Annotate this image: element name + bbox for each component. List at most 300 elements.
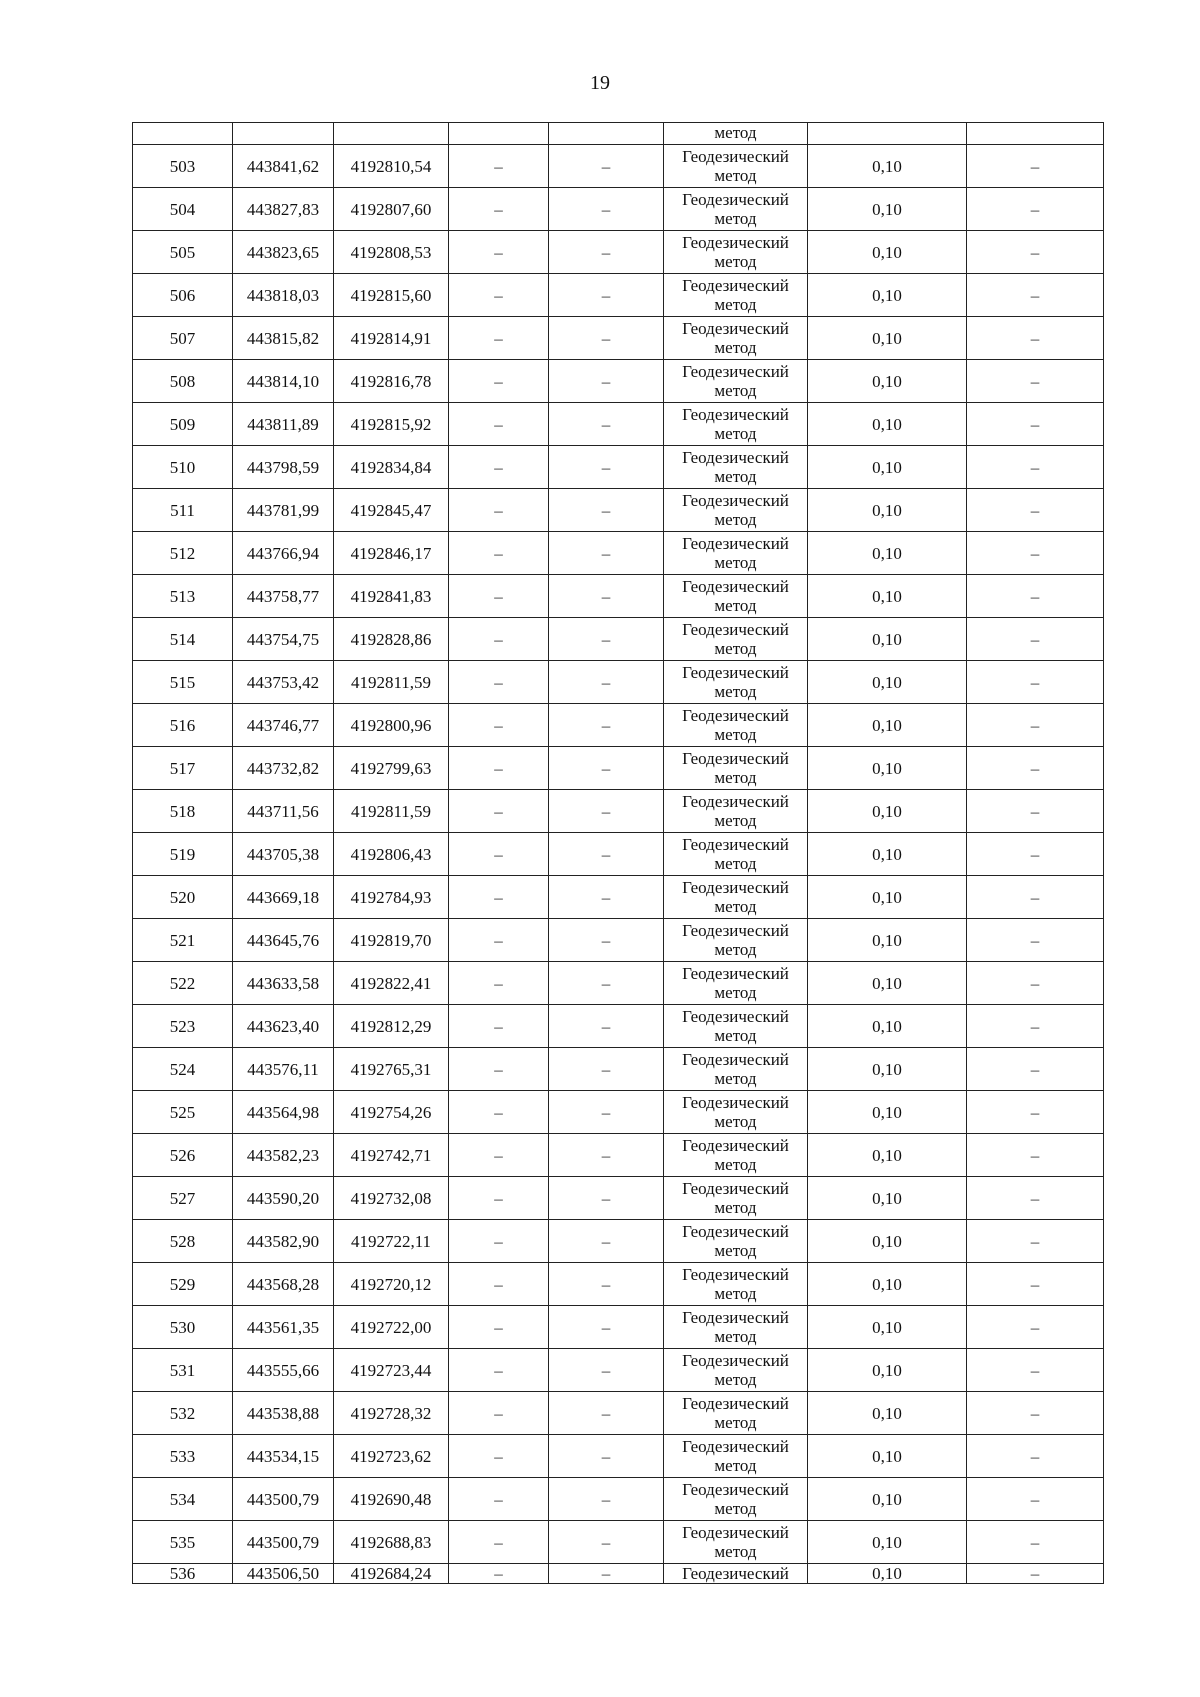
dash-cell: –	[549, 188, 664, 231]
table-row	[133, 1478, 1104, 1521]
y-coordinate-cell: 4192808,53	[334, 231, 449, 274]
dash-cell: –	[549, 1349, 664, 1392]
point-number-cell: 511	[133, 489, 233, 532]
x-coordinate-cell: 443818,03	[233, 274, 334, 317]
table-cell	[549, 123, 664, 145]
accuracy-cell: 0,10	[808, 1177, 967, 1220]
x-coordinate-cell: 443814,10	[233, 360, 334, 403]
table-row	[133, 747, 1104, 790]
table-row	[133, 1564, 1104, 1584]
dash-cell: –	[449, 704, 549, 747]
table-cell	[233, 123, 334, 145]
dash-cell: –	[449, 1048, 549, 1091]
method-line-2: метод	[714, 639, 757, 658]
y-coordinate-cell: 4192806,43	[334, 833, 449, 876]
dash-cell: –	[967, 833, 1104, 876]
accuracy-cell: 0,10	[808, 1263, 967, 1306]
point-number-cell: 513	[133, 575, 233, 618]
table-cell	[808, 123, 967, 145]
dash-cell: –	[967, 489, 1104, 532]
y-coordinate-cell: 4192754,26	[334, 1091, 449, 1134]
accuracy-cell: 0,10	[808, 575, 967, 618]
table-row	[133, 145, 1104, 188]
accuracy-cell: 0,10	[808, 618, 967, 661]
method-cell	[664, 403, 808, 446]
y-coordinate-cell: 4192841,83	[334, 575, 449, 618]
dash-cell: –	[549, 274, 664, 317]
x-coordinate-cell: 443669,18	[233, 876, 334, 919]
dash-cell: –	[549, 661, 664, 704]
method-line-2: метод	[714, 682, 757, 701]
dash-cell: –	[549, 1306, 664, 1349]
dash-cell: –	[449, 1478, 549, 1521]
method-line-1: Геодезический	[682, 792, 789, 811]
dash-cell: –	[449, 532, 549, 575]
dash-cell: –	[549, 747, 664, 790]
method-cell	[664, 1177, 808, 1220]
accuracy-cell: 0,10	[808, 962, 967, 1005]
dash-cell: –	[549, 1564, 664, 1584]
dash-cell: –	[549, 962, 664, 1005]
dash-cell: –	[967, 1091, 1104, 1134]
table-row	[133, 1306, 1104, 1349]
dash-cell: –	[449, 1134, 549, 1177]
point-number-cell: 520	[133, 876, 233, 919]
dash-cell: –	[967, 1521, 1104, 1564]
method-line-2: метод	[714, 897, 757, 916]
accuracy-cell: 0,10	[808, 274, 967, 317]
dash-cell: –	[967, 575, 1104, 618]
accuracy-cell: 0,10	[808, 1091, 967, 1134]
y-coordinate-cell: 4192810,54	[334, 145, 449, 188]
method-line-1: Геодезический	[682, 1394, 789, 1413]
dash-cell: –	[967, 274, 1104, 317]
method-line-2: метод	[714, 1284, 757, 1303]
dash-cell: –	[549, 618, 664, 661]
method-line-2: метод	[714, 596, 757, 615]
dash-cell: –	[449, 1220, 549, 1263]
table-row	[133, 1435, 1104, 1478]
dash-cell: –	[967, 188, 1104, 231]
method-line-2: метод	[714, 338, 757, 357]
table-cell	[133, 123, 233, 145]
accuracy-cell: 0,10	[808, 1521, 967, 1564]
accuracy-cell: 0,10	[808, 790, 967, 833]
method-cell	[664, 704, 808, 747]
accuracy-cell: 0,10	[808, 919, 967, 962]
x-coordinate-cell: 443827,83	[233, 188, 334, 231]
dash-cell: –	[449, 876, 549, 919]
method-cell	[664, 1005, 808, 1048]
table-row	[133, 1091, 1104, 1134]
dash-cell: –	[449, 1392, 549, 1435]
dash-cell: –	[967, 1306, 1104, 1349]
dash-cell: –	[449, 833, 549, 876]
dash-cell: –	[549, 1220, 664, 1263]
method-cell	[664, 145, 808, 188]
dash-cell: –	[967, 1134, 1104, 1177]
method-line-1: Геодезический	[682, 1179, 789, 1198]
accuracy-cell: 0,10	[808, 833, 967, 876]
dash-cell: –	[549, 833, 664, 876]
point-number-cell: 532	[133, 1392, 233, 1435]
dash-cell: –	[967, 747, 1104, 790]
accuracy-cell: 0,10	[808, 1134, 967, 1177]
x-coordinate-cell: 443746,77	[233, 704, 334, 747]
table-row	[133, 1392, 1104, 1435]
table-row	[133, 1521, 1104, 1564]
method-line-2: метод	[714, 467, 757, 486]
table-row	[133, 1349, 1104, 1392]
table-row	[133, 575, 1104, 618]
dash-cell: –	[549, 532, 664, 575]
x-coordinate-cell: 443564,98	[233, 1091, 334, 1134]
x-coordinate-cell: 443645,76	[233, 919, 334, 962]
table-row	[133, 876, 1104, 919]
method-cell	[664, 532, 808, 575]
method-line-1: Геодезический	[682, 276, 789, 295]
method-line-2: метод	[714, 1069, 757, 1088]
dash-cell: –	[449, 403, 549, 446]
table-row	[133, 231, 1104, 274]
dash-cell: –	[449, 1091, 549, 1134]
dash-cell: –	[449, 790, 549, 833]
method-line-1: Геодезический	[682, 1308, 789, 1327]
x-coordinate-cell: 443811,89	[233, 403, 334, 446]
accuracy-cell: 0,10	[808, 1005, 967, 1048]
y-coordinate-cell: 4192765,31	[334, 1048, 449, 1091]
accuracy-cell: 0,10	[808, 1478, 967, 1521]
method-line-2: метод	[714, 940, 757, 959]
method-line-2: метод	[714, 1370, 757, 1389]
dash-cell: –	[449, 919, 549, 962]
dash-cell: –	[549, 317, 664, 360]
dash-cell: –	[967, 962, 1104, 1005]
method-line-2: метод	[714, 1499, 757, 1518]
point-number-cell: 509	[133, 403, 233, 446]
method-line-1: Геодезический	[682, 620, 789, 639]
accuracy-cell: 0,10	[808, 188, 967, 231]
dash-cell: –	[549, 1392, 664, 1435]
method-line-1: Геодезический	[682, 534, 789, 553]
dash-cell: –	[449, 1564, 549, 1584]
dash-cell: –	[967, 618, 1104, 661]
table-row	[133, 833, 1104, 876]
method-cell	[664, 747, 808, 790]
method-cell: метод	[664, 123, 808, 145]
y-coordinate-cell: 4192784,93	[334, 876, 449, 919]
dash-cell: –	[449, 618, 549, 661]
method-line-2: метод	[714, 1456, 757, 1475]
table-row	[133, 317, 1104, 360]
dash-cell: –	[449, 360, 549, 403]
y-coordinate-cell: 4192684,24	[334, 1564, 449, 1584]
point-number-cell: 530	[133, 1306, 233, 1349]
dash-cell: –	[967, 1220, 1104, 1263]
method-line-1: Геодезический	[682, 749, 789, 768]
y-coordinate-cell: 4192812,29	[334, 1005, 449, 1048]
x-coordinate-cell: 443823,65	[233, 231, 334, 274]
point-number-cell: 526	[133, 1134, 233, 1177]
y-coordinate-cell: 4192845,47	[334, 489, 449, 532]
dash-cell: –	[549, 1521, 664, 1564]
table-row	[133, 532, 1104, 575]
method-line-2: метод	[714, 295, 757, 314]
method-cell	[664, 1220, 808, 1263]
dash-cell: –	[449, 747, 549, 790]
point-number-cell: 524	[133, 1048, 233, 1091]
table-row	[133, 1005, 1104, 1048]
x-coordinate-cell: 443555,66	[233, 1349, 334, 1392]
y-coordinate-cell: 4192732,08	[334, 1177, 449, 1220]
method-line-1: Геодезический	[682, 1480, 789, 1499]
dash-cell: –	[449, 231, 549, 274]
y-coordinate-cell: 4192800,96	[334, 704, 449, 747]
dash-cell: –	[549, 1048, 664, 1091]
x-coordinate-cell: 443568,28	[233, 1263, 334, 1306]
method-line-2: метод	[714, 725, 757, 744]
method-line-1: Геодезический	[682, 577, 789, 596]
x-coordinate-cell: 443711,56	[233, 790, 334, 833]
method-line-1: Геодезический	[682, 405, 789, 424]
dash-cell: –	[549, 360, 664, 403]
accuracy-cell: 0,10	[808, 532, 967, 575]
y-coordinate-cell: 4192722,11	[334, 1220, 449, 1263]
point-number-cell: 528	[133, 1220, 233, 1263]
method-cell	[664, 446, 808, 489]
x-coordinate-cell: 443705,38	[233, 833, 334, 876]
dash-cell: –	[549, 446, 664, 489]
table-row	[133, 360, 1104, 403]
dash-cell: –	[967, 1478, 1104, 1521]
y-coordinate-cell: 4192807,60	[334, 188, 449, 231]
dash-cell: –	[549, 231, 664, 274]
x-coordinate-cell: 443582,23	[233, 1134, 334, 1177]
dash-cell: –	[549, 145, 664, 188]
point-number-cell: 525	[133, 1091, 233, 1134]
point-number-cell: 516	[133, 704, 233, 747]
dash-cell: –	[967, 231, 1104, 274]
dash-cell: –	[449, 1521, 549, 1564]
x-coordinate-cell: 443561,35	[233, 1306, 334, 1349]
dash-cell: –	[449, 145, 549, 188]
method-cell	[664, 1435, 808, 1478]
dash-cell: –	[549, 403, 664, 446]
point-number-cell: 521	[133, 919, 233, 962]
method-line-2: метод	[714, 854, 757, 873]
method-line-1: Геодезический	[682, 964, 789, 983]
y-coordinate-cell: 4192811,59	[334, 790, 449, 833]
table-row	[133, 1220, 1104, 1263]
point-number-cell: 536	[133, 1564, 233, 1584]
point-number-cell: 519	[133, 833, 233, 876]
method-line-2: метод	[714, 983, 757, 1002]
point-number-cell: 510	[133, 446, 233, 489]
dash-cell: –	[967, 145, 1104, 188]
x-coordinate-cell: 443633,58	[233, 962, 334, 1005]
accuracy-cell: 0,10	[808, 489, 967, 532]
method-line-2: метод	[714, 553, 757, 572]
y-coordinate-cell: 4192834,84	[334, 446, 449, 489]
method-cell	[664, 833, 808, 876]
method-line-1: Геодезический	[682, 448, 789, 467]
accuracy-cell: 0,10	[808, 403, 967, 446]
dash-cell: –	[967, 919, 1104, 962]
method-cell	[664, 1048, 808, 1091]
point-number-cell: 505	[133, 231, 233, 274]
accuracy-cell: 0,10	[808, 1220, 967, 1263]
method-line-1: Геодезический	[682, 878, 789, 897]
table-row	[133, 1177, 1104, 1220]
dash-cell: –	[967, 1177, 1104, 1220]
table-row	[133, 403, 1104, 446]
dash-cell: –	[549, 790, 664, 833]
table-cell	[967, 123, 1104, 145]
method-line-1: Геодезический	[682, 1050, 789, 1069]
dash-cell: –	[967, 1005, 1104, 1048]
accuracy-cell: 0,10	[808, 145, 967, 188]
method-line-2: метод	[714, 1155, 757, 1174]
method-cell	[664, 188, 808, 231]
method-cell	[664, 1392, 808, 1435]
y-coordinate-cell: 4192688,83	[334, 1521, 449, 1564]
accuracy-cell: 0,10	[808, 446, 967, 489]
method-line-2: метод	[714, 1413, 757, 1432]
method-line-1: Геодезический	[682, 233, 789, 252]
method-cell	[664, 274, 808, 317]
accuracy-cell: 0,10	[808, 1392, 967, 1435]
method-line-1: Геодезический	[682, 663, 789, 682]
accuracy-cell: 0,10	[808, 1306, 967, 1349]
method-cell	[664, 489, 808, 532]
y-coordinate-cell: 4192720,12	[334, 1263, 449, 1306]
x-coordinate-cell: 443781,99	[233, 489, 334, 532]
method-cell	[664, 876, 808, 919]
dash-cell: –	[549, 704, 664, 747]
accuracy-cell: 0,10	[808, 231, 967, 274]
method-line-1: Геодезический	[682, 1222, 789, 1241]
method-cell	[664, 1306, 808, 1349]
dash-cell: –	[967, 704, 1104, 747]
dash-cell: –	[967, 1349, 1104, 1392]
continuation-row	[133, 123, 1104, 145]
method-cell	[664, 962, 808, 1005]
method-line-1: Геодезический	[682, 319, 789, 338]
method-line-2: метод	[714, 209, 757, 228]
x-coordinate-cell: 443753,42	[233, 661, 334, 704]
table-row	[133, 1048, 1104, 1091]
method-line-2: метод	[714, 1542, 757, 1561]
method-line-2: метод	[714, 166, 757, 185]
method-line-1: Геодезический	[682, 147, 789, 166]
method-line-2: метод	[714, 1112, 757, 1131]
dash-cell: –	[549, 919, 664, 962]
x-coordinate-cell: 443582,90	[233, 1220, 334, 1263]
method-cell	[664, 1349, 808, 1392]
method-cell	[664, 1478, 808, 1521]
dash-cell: –	[967, 446, 1104, 489]
method-line-2: метод	[714, 1026, 757, 1045]
dash-cell: –	[449, 274, 549, 317]
y-coordinate-cell: 4192722,00	[334, 1306, 449, 1349]
x-coordinate-cell: 443623,40	[233, 1005, 334, 1048]
point-number-cell: 503	[133, 145, 233, 188]
accuracy-cell: 0,10	[808, 1048, 967, 1091]
table-row	[133, 446, 1104, 489]
method-line-1: Геодезический	[682, 835, 789, 854]
dash-cell: –	[549, 1435, 664, 1478]
y-coordinate-cell: 4192828,86	[334, 618, 449, 661]
accuracy-cell: 0,10	[808, 360, 967, 403]
dash-cell: –	[449, 489, 549, 532]
method-line-1: Геодезический	[682, 1265, 789, 1284]
dash-cell: –	[967, 661, 1104, 704]
method-line-2: метод	[714, 381, 757, 400]
dash-cell: –	[449, 1306, 549, 1349]
y-coordinate-cell: 4192819,70	[334, 919, 449, 962]
method-cell	[664, 360, 808, 403]
method-line-2: метод	[714, 1198, 757, 1217]
method-cell: Геодезический	[664, 1564, 808, 1584]
method-cell	[664, 618, 808, 661]
table-row	[133, 188, 1104, 231]
dash-cell: –	[967, 532, 1104, 575]
x-coordinate-cell: 443534,15	[233, 1435, 334, 1478]
point-number-cell: 533	[133, 1435, 233, 1478]
y-coordinate-cell: 4192723,62	[334, 1435, 449, 1478]
method-line-2: метод	[714, 1327, 757, 1346]
point-number-cell: 534	[133, 1478, 233, 1521]
dash-cell: –	[549, 1478, 664, 1521]
y-coordinate-cell: 4192723,44	[334, 1349, 449, 1392]
method-line-1: Геодезический	[682, 1007, 789, 1026]
accuracy-cell: 0,10	[808, 661, 967, 704]
x-coordinate-cell: 443538,88	[233, 1392, 334, 1435]
method-line-1: Геодезический	[682, 491, 789, 510]
point-number-cell: 531	[133, 1349, 233, 1392]
dash-cell: –	[549, 876, 664, 919]
page-number: 19	[590, 72, 610, 94]
table-row	[133, 919, 1104, 962]
dash-cell: –	[449, 1263, 549, 1306]
dash-cell: –	[449, 962, 549, 1005]
x-coordinate-cell: 443732,82	[233, 747, 334, 790]
dash-cell: –	[549, 575, 664, 618]
point-number-cell: 508	[133, 360, 233, 403]
x-coordinate-cell: 443576,11	[233, 1048, 334, 1091]
dash-cell: –	[449, 1177, 549, 1220]
method-line-1: Геодезический	[682, 1136, 789, 1155]
x-coordinate-cell: 443841,62	[233, 145, 334, 188]
point-number-cell: 523	[133, 1005, 233, 1048]
dash-cell: –	[449, 1005, 549, 1048]
y-coordinate-cell: 4192728,32	[334, 1392, 449, 1435]
dash-cell: –	[967, 1048, 1104, 1091]
accuracy-cell: 0,10	[808, 1435, 967, 1478]
accuracy-cell: 0,10	[808, 704, 967, 747]
dash-cell: –	[549, 1005, 664, 1048]
dash-cell: –	[449, 575, 549, 618]
dash-cell: –	[449, 317, 549, 360]
accuracy-cell: 0,10	[808, 1349, 967, 1392]
accuracy-cell: 0,10	[808, 317, 967, 360]
method-cell	[664, 575, 808, 618]
y-coordinate-cell: 4192846,17	[334, 532, 449, 575]
dash-cell: –	[549, 1263, 664, 1306]
point-number-cell: 507	[133, 317, 233, 360]
dash-cell: –	[449, 446, 549, 489]
table-row	[133, 274, 1104, 317]
